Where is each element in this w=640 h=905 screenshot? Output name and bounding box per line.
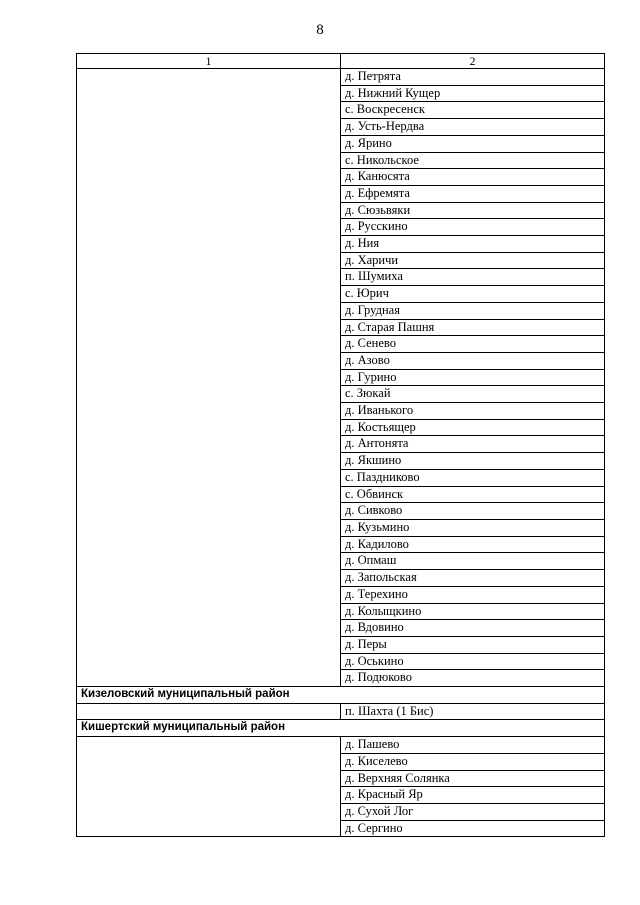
page-number: 8 <box>316 22 324 38</box>
table-header-row <box>77 54 605 69</box>
settlement-cell: п. Шумиха <box>341 269 605 286</box>
settlement-cell: д. Старая Пашня <box>341 319 605 336</box>
column-header-2: 2 <box>341 54 605 69</box>
settlement-cell: д. Вдовино <box>341 620 605 637</box>
settlement-cell: с. Обвинск <box>341 486 605 503</box>
settlement-cell: с. Никольское <box>341 152 605 169</box>
settlement-cell: д. Нижний Кущер <box>341 85 605 102</box>
settlement-cell: с. Паздниково <box>341 469 605 486</box>
settlement-cell: д. Подюково <box>341 670 605 687</box>
settlements-table <box>76 53 605 837</box>
column-header-1: 1 <box>77 54 341 69</box>
settlement-cell: д. Колыщкино <box>341 603 605 620</box>
settlement-cell: д. Кадилово <box>341 536 605 553</box>
settlement-cell: д. Гурино <box>341 369 605 386</box>
settlement-cell: с. Зюкай <box>341 386 605 403</box>
settlement-cell: д. Иванького <box>341 403 605 420</box>
settlement-cell: с. Юрич <box>341 286 605 303</box>
settlement-cell: д. Запольская <box>341 570 605 587</box>
settlement-cell: д. Кузьмино <box>341 519 605 536</box>
settlement-cell: д. Харичи <box>341 252 605 269</box>
settlement-cell: д. Красный Яр <box>341 787 605 804</box>
settlement-cell: д. Верхняя Солянка <box>341 770 605 787</box>
settlement-cell: д. Оськино <box>341 653 605 670</box>
settlement-cell: д. Антонята <box>341 436 605 453</box>
blank-cell <box>77 69 341 687</box>
table-body <box>77 54 605 837</box>
settlement-cell: д. Ярино <box>341 135 605 152</box>
settlement-cell: д. Грудная <box>341 302 605 319</box>
settlement-cell: д. Пашево <box>341 737 605 754</box>
settlement-row <box>77 69 605 86</box>
district-row <box>77 687 605 704</box>
settlement-cell: д. Опмаш <box>341 553 605 570</box>
district-heading-kiselovsky: Кизеловский муниципальный район <box>77 687 605 704</box>
settlement-cell: д. Якшино <box>341 453 605 470</box>
settlement-cell: д. Азово <box>341 352 605 369</box>
settlement-cell: д. Сергино <box>341 820 605 837</box>
district-row <box>77 720 605 737</box>
settlement-cell: д. Сюзьвяки <box>341 202 605 219</box>
settlement-cell: д. Петрята <box>341 69 605 86</box>
settlement-cell: д. Усть-Нердва <box>341 119 605 136</box>
district-heading-kishertsky: Кишертский муниципальный район <box>77 720 605 737</box>
settlement-cell: д. Ния <box>341 236 605 253</box>
settlement-row <box>77 703 605 720</box>
settlement-cell: д. Киселево <box>341 753 605 770</box>
settlement-cell: д. Сивково <box>341 503 605 520</box>
settlement-cell: д. Терехино <box>341 586 605 603</box>
settlement-cell: д. Сенево <box>341 336 605 353</box>
settlement-cell: с. Воскресенск <box>341 102 605 119</box>
settlement-cell: д. Костьящер <box>341 419 605 436</box>
blank-cell <box>77 703 341 720</box>
settlement-row <box>77 737 605 754</box>
settlement-cell: д. Перы <box>341 636 605 653</box>
settlement-cell: д. Ефремята <box>341 185 605 202</box>
blank-cell <box>77 737 341 837</box>
settlement-cell: д. Сухой Лог <box>341 803 605 820</box>
settlement-cell: д. Канюсята <box>341 169 605 186</box>
settlement-cell: д. Русскино <box>341 219 605 236</box>
settlement-cell: п. Шахта (1 Бис) <box>341 703 605 720</box>
